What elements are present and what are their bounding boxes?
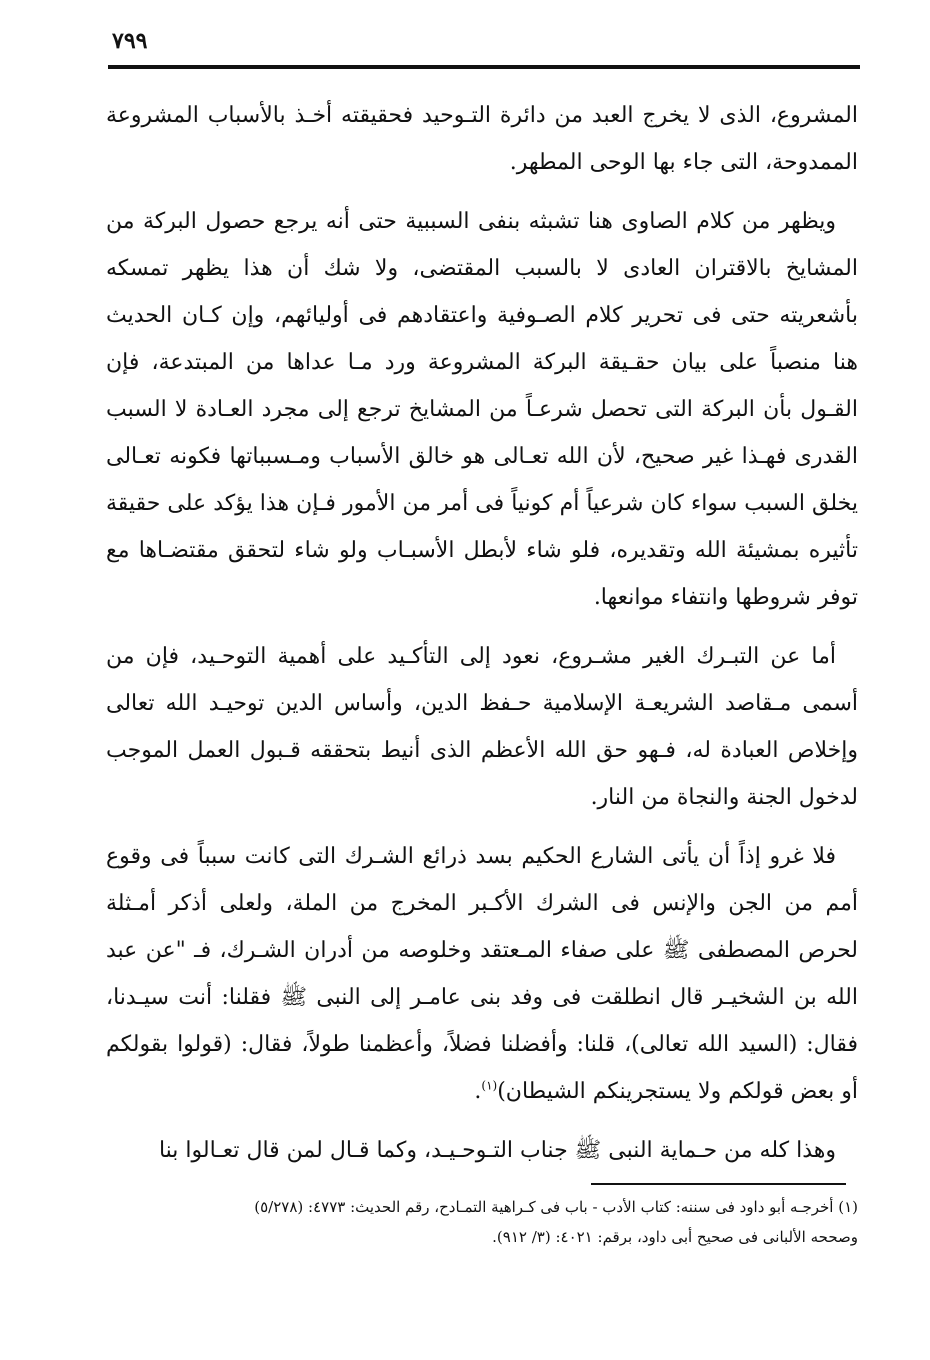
footnote-1-line-1: (١) أخرجـه أبو داود فى سننه: كتاب الأدب - باب فى كـراهية التمـادح، رقم الحديث: ٤٧٧٣: (٥/٢٧٨): [254, 1198, 858, 1216]
paragraph-3: أما عن التبـرك الغير مشـروع، نعود إلى التأكـيد على أهمية التوحـيد، فإن من أسمى مـقاصد الشريعـة الإسلامية حـفظ الدين، وأساس الدين توحيـد الله تعالى وإخلاص العبادة له، فـهو حق الله الأعظم الذى أنيط بتحققه قـبول العمل الموجب لدخول الجنة والنجاة من النار.: [106, 644, 858, 810]
paragraph-4-text: فلا غرو إذاً أن يأتى الشارع الحكيم بسد ذرائع الشـرك التى كانت سبباً فى وقوع أمم من الجن والإنس فى الشرك الأكـبر المخرج من الملة، ولعلى أذكر أمـثلة لحرص المصطفى ﷺ على صفاء المـعتقد وخلوصه من أدران الشـرك، فـ "عن عبد الله بن الشخيـر قال انطلقت فى وفد بنى عامـر إلى النبى ﷺ فقلنا: أنت سيـدنا، فقال: (السيد الله تعالى)، قلنا: وأفضلنا فضلاً، وأعظمنا طولاً، فقال: (قولوا بقولكم أو بعض قولكم ولا يستجرينكم الشيطان): [106, 844, 858, 1104]
header-rule: [108, 65, 860, 69]
paragraph-4: فلا غرو إذاً أن يأتى الشارع الحكيم بسد ذرائع الشـرك التى كانت سبباً فى وقوع أمم من الجن والإنس فى الشرك الأكـبر المخرج من الملة، ولعلى أذكر أمـثلة لحرص المصطفى ﷺ على صفاء المـعتقد وخلوصه من أدران الشـرك، فـ "عن عبد الله بن الشخيـر قال انطلقت فى وفد بنى عامـر إلى النبى ﷺ فقلنا: أنت سيـدنا، فقال: (السيد الله تعالى)، قلنا: وأفضلنا فضلاً، وأعظمنا طولاً، فقال: (قولوا بقولكم أو بعض قولكم ولا يستجرينكم الشيطان)$^{(١)}$.: [106, 844, 858, 1104]
paragraph-5: وهذا كله من حـماية النبى ﷺ جناب التـوحـيـد، وكما قـال لمن قال تعـالوا بنا: [158, 1138, 836, 1163]
paragraph-2: ويظهر من كلام الصاوى هنا تشبثه بنفى السببية حتى أنه يرجع حصول البركة من المشايخ بالاقتران العادى لا بالسبب المقتضى، ولا شك أن هذا يظهر تمسكه بأشعريته حتى فى تحرير كلام الصـوفية واعتقادهم فى أوليائهم، وإن كـان الحديث هنا منصباً على بيان حقـيقة البركة المشروعة ورد مـا عداها من المبتدعة، فإن القـول بأن البركة التى تحصل شرعـاً من المشايخ ترجع إلى مجرد العـادة لا السبب القدرى فهـذا غير صحيح، لأن الله تعـالى هو خالق الأسباب ومـسبباتها فكونه تعـالى يخلق السبب سواء كان شرعياً أم كونياً فى أمر من الأمور فـإن هذا يؤكد على حقيقة تأثيره بمشيئة الله وتقديره، فلو شاء لأبطل الأسبـاب ولو شاء لتحقق مقتضـاها مع توفر شروطها وانتفاء موانعها.: [106, 209, 858, 610]
paragraph-1: المشروع، الذى لا يخرج العبد من دائرة التـوحيد فحقيقته أخـذ بالأسباب المشروعة الممدوحة، التى جاء بها الوحى المطهر.: [106, 103, 858, 175]
footnote-reference: (١): [481, 1078, 498, 1093]
main-text: [106, 92, 858, 1186]
footnote-1-line-2: وصححه الألبانى فى صحيح أبى داود، برقم: ٤٠٢١: (٣/ ٩١٢).: [492, 1228, 858, 1246]
footnote-rule: [591, 1183, 846, 1185]
footnotes: [102, 1192, 858, 1252]
page-number: ٧٩٩: [112, 28, 148, 54]
